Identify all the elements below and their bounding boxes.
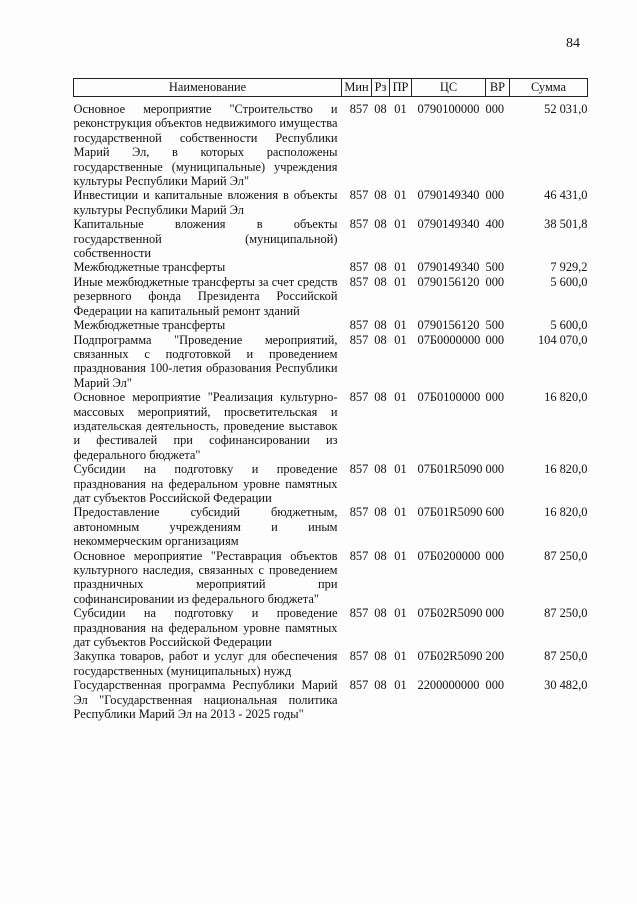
row-cs: 0790149340 bbox=[417, 260, 480, 275]
row-pr: 01 bbox=[394, 505, 407, 520]
row-name: Межбюджетные трансферты bbox=[73, 260, 226, 275]
row-name: Инвестиции и капитальные вложения в объекты культуры Республики Марий Эл bbox=[73, 188, 338, 217]
row-min: 857 bbox=[349, 274, 369, 289]
row-name: Закупка товаров, работ и услуг для обеспечения государственных (муниципальных) нужд bbox=[73, 649, 338, 678]
row-name: Основное мероприятие "Реставрация объектов культурного наследия, связанных с проведением праздничных мероприятий при софинансировании из федерального бюджета" bbox=[73, 548, 338, 606]
row-cs: 07Б0200000 bbox=[417, 548, 481, 563]
header-name: Наименование bbox=[74, 79, 342, 97]
row-min: 857 bbox=[349, 678, 369, 693]
row-pr: 01 bbox=[394, 548, 407, 563]
row-name: Иные межбюджетные трансферты за счет средств резервного фонда Президента Российской Федерации на капитальный ремонт зданий bbox=[73, 274, 338, 318]
table-row bbox=[74, 505, 588, 548]
row-sum: 87 250,0 bbox=[544, 548, 588, 563]
row-min: 857 bbox=[349, 102, 369, 116]
row-vr: 000 bbox=[485, 188, 505, 203]
row-sum: 16 820,0 bbox=[544, 462, 588, 477]
header-sum: Сумма bbox=[510, 79, 588, 97]
row-pr: 01 bbox=[394, 260, 407, 275]
table-row bbox=[74, 606, 588, 649]
row-cs: 2200000000 bbox=[417, 678, 480, 693]
row-rz: 08 bbox=[374, 318, 387, 333]
row-vr: 000 bbox=[485, 462, 505, 477]
row-pr: 01 bbox=[394, 274, 407, 289]
table-row bbox=[74, 549, 588, 607]
row-min: 857 bbox=[349, 505, 369, 520]
row-pr: 01 bbox=[394, 188, 407, 203]
row-pr: 01 bbox=[394, 102, 407, 116]
header-pr: ПР bbox=[390, 79, 412, 97]
row-min: 857 bbox=[349, 390, 369, 405]
row-rz: 08 bbox=[374, 274, 387, 289]
row-name: Подпрограмма "Проведение мероприятий, связанных с подготовкой и проведением празднования 100-летия образования Республики Марий Эл" bbox=[73, 332, 338, 390]
table-row bbox=[74, 217, 588, 260]
row-pr: 01 bbox=[394, 332, 407, 347]
row-rz: 08 bbox=[374, 505, 387, 520]
row-name: Основное мероприятие "Реализация культурно-массовых мероприятий, просветительская и издательская деятельность, проведение выставок и фестивалей при софинансировании из федерального бюджета" bbox=[73, 390, 338, 462]
row-cs: 07Б0100000 bbox=[417, 390, 481, 405]
row-sum: 30 482,0 bbox=[544, 678, 588, 693]
page-number: 84 bbox=[566, 36, 580, 51]
table-row bbox=[74, 188, 588, 217]
table-row bbox=[74, 390, 588, 462]
row-min: 857 bbox=[349, 649, 369, 664]
row-name: Межбюджетные трансферты bbox=[73, 318, 226, 333]
row-min: 857 bbox=[349, 188, 369, 203]
row-pr: 01 bbox=[394, 318, 407, 333]
row-rz: 08 bbox=[374, 462, 387, 477]
table-row bbox=[74, 462, 588, 505]
row-name: Субсидии на подготовку и проведение празднования на федеральном уровне памятных дат субъектов Российской Федерации bbox=[73, 606, 338, 650]
header-rz: Рз bbox=[372, 79, 390, 97]
row-sum: 87 250,0 bbox=[544, 606, 588, 621]
row-vr: 500 bbox=[485, 260, 505, 275]
row-sum: 16 820,0 bbox=[544, 505, 588, 520]
row-sum: 5 600,0 bbox=[550, 318, 588, 333]
table-row bbox=[74, 318, 588, 332]
row-min: 857 bbox=[349, 217, 369, 232]
row-vr: 000 bbox=[485, 390, 505, 405]
row-vr: 000 bbox=[485, 606, 505, 621]
row-name: Основное мероприятие "Строительство и реконструкция объектов недвижимого имущества государственной собственности Республики Марий Эл, в которых расположены государственные (муниципальные) учреждения культуры Республики Марий Эл" bbox=[73, 102, 338, 189]
row-rz: 08 bbox=[374, 390, 387, 405]
row-pr: 01 bbox=[394, 217, 407, 232]
row-rz: 08 bbox=[374, 649, 387, 664]
row-rz: 08 bbox=[374, 332, 387, 347]
row-sum: 87 250,0 bbox=[544, 649, 588, 664]
row-sum: 104 070,0 bbox=[537, 332, 588, 347]
row-pr: 01 bbox=[394, 649, 407, 664]
row-vr: 000 bbox=[485, 678, 505, 693]
table-row bbox=[74, 260, 588, 274]
table-body bbox=[74, 97, 588, 722]
row-sum: 38 501,8 bbox=[544, 217, 588, 232]
row-sum: 52 031,0 bbox=[544, 102, 588, 116]
row-rz: 08 bbox=[374, 678, 387, 693]
table-row bbox=[74, 678, 588, 721]
row-vr: 500 bbox=[485, 318, 505, 333]
row-vr: 200 bbox=[485, 649, 505, 664]
row-rz: 08 bbox=[374, 606, 387, 621]
row-rz: 08 bbox=[374, 548, 387, 563]
row-min: 857 bbox=[349, 606, 369, 621]
row-min: 857 bbox=[349, 332, 369, 347]
row-vr: 000 bbox=[485, 548, 505, 563]
row-sum: 7 929,2 bbox=[550, 260, 588, 275]
row-name: Капитальные вложения в объекты государственной (муниципальной) собственности bbox=[73, 217, 338, 261]
row-pr: 01 bbox=[394, 606, 407, 621]
row-sum: 16 820,0 bbox=[544, 390, 588, 405]
row-vr: 000 bbox=[485, 274, 505, 289]
table-row bbox=[74, 333, 588, 391]
row-cs: 0790156120 bbox=[417, 274, 480, 289]
row-pr: 01 bbox=[394, 462, 407, 477]
row-vr: 400 bbox=[485, 217, 505, 232]
row-cs: 07Б02R5090 bbox=[417, 649, 483, 664]
row-name: Государственная программа Республики Марий Эл "Государственная национальная политика Республики Марий Эл на 2013 - 2025 годы" bbox=[73, 678, 338, 722]
row-cs: 0790149340 bbox=[417, 217, 480, 232]
row-rz: 08 bbox=[374, 217, 387, 232]
table-row bbox=[74, 649, 588, 678]
row-vr: 600 bbox=[485, 505, 505, 520]
row-sum: 5 600,0 bbox=[550, 274, 588, 289]
row-vr: 000 bbox=[485, 332, 505, 347]
row-min: 857 bbox=[349, 548, 369, 563]
header-vr: ВР bbox=[486, 79, 510, 97]
row-name: Предоставление субсидий бюджетным, автономным учреждениям и иным некоммерческим организациям bbox=[73, 505, 338, 549]
budget-table bbox=[73, 78, 588, 721]
header-min: Мин bbox=[342, 79, 372, 97]
row-sum: 46 431,0 bbox=[544, 188, 588, 203]
row-min: 857 bbox=[349, 462, 369, 477]
row-pr: 01 bbox=[394, 678, 407, 693]
row-cs: 07Б02R5090 bbox=[417, 606, 483, 621]
row-cs: 0790100000 bbox=[417, 102, 480, 116]
row-rz: 08 bbox=[374, 102, 387, 116]
row-rz: 08 bbox=[374, 188, 387, 203]
row-min: 857 bbox=[349, 260, 369, 275]
row-cs: 07Б01R5090 bbox=[417, 505, 483, 520]
row-min: 857 bbox=[349, 318, 369, 333]
row-name: Субсидии на подготовку и проведение празднования на федеральном уровне памятных дат субъектов Российской Федерации bbox=[73, 462, 338, 505]
row-cs: 07Б0000000 bbox=[417, 332, 481, 347]
row-pr: 01 bbox=[394, 390, 407, 405]
table-row bbox=[74, 275, 588, 318]
row-cs: 0790149340 bbox=[417, 188, 480, 203]
row-vr: 000 bbox=[485, 102, 505, 116]
table-row bbox=[74, 102, 588, 188]
row-cs: 0790156120 bbox=[417, 318, 480, 333]
row-cs: 07Б01R5090 bbox=[417, 462, 483, 477]
header-cs: ЦС bbox=[412, 79, 486, 97]
table-header bbox=[74, 79, 588, 97]
row-rz: 08 bbox=[374, 260, 387, 275]
